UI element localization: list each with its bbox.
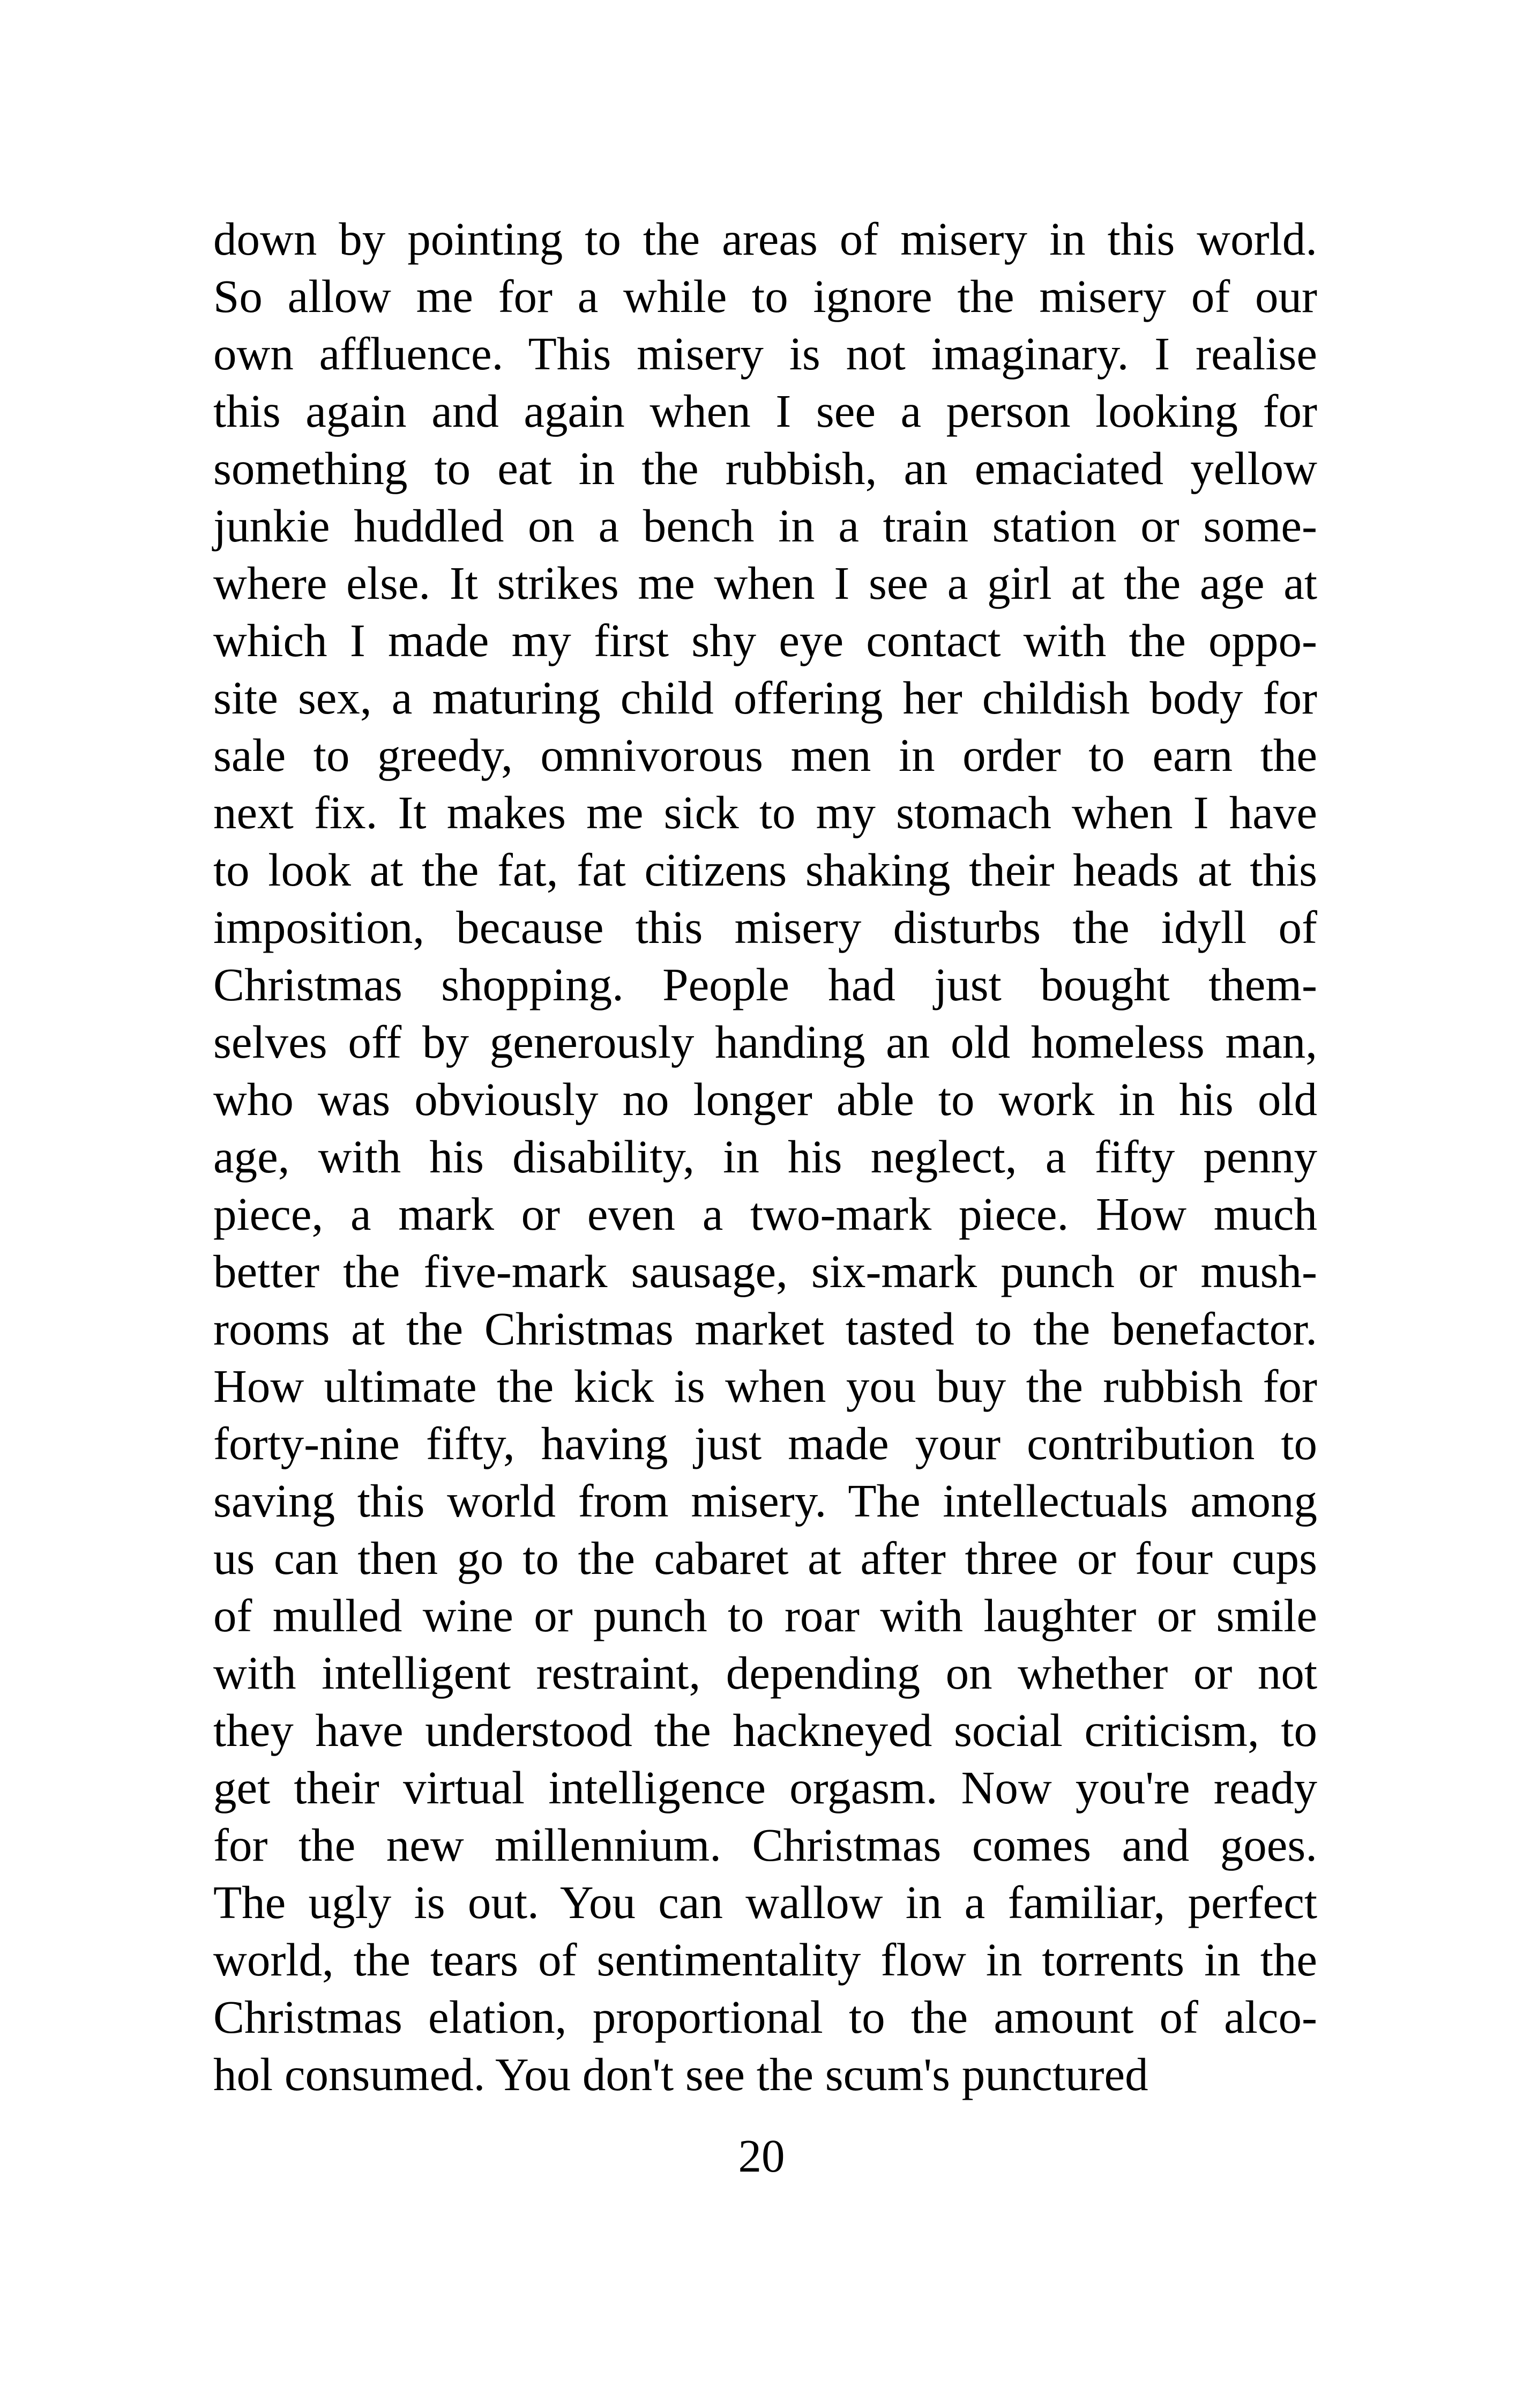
text-line: Christmas shopping. People had just bought them- — [213, 958, 1317, 1010]
text-line: get their virtual intelligence orgasm. Now you're ready — [213, 1762, 1317, 1814]
text-line: with intelligent restraint, depending on whether or not — [213, 1647, 1317, 1699]
text-line: next fix. It makes me sick to my stomach when I have — [213, 786, 1317, 838]
text-line: saving this world from misery. The intellectuals among — [213, 1475, 1317, 1527]
body-text — [213, 210, 1317, 2103]
text-line: How ultimate the kick is when you buy the rubbish for — [213, 1360, 1317, 1412]
text-line: for the new millennium. Christmas comes and goes. — [213, 1819, 1317, 1871]
text-line: of mulled wine or punch to roar with laughter or smile — [213, 1589, 1317, 1641]
text-line: rooms at the Christmas market tasted to the benefactor. — [213, 1303, 1317, 1355]
text-line: they have understood the hackneyed social criticism, to — [213, 1704, 1317, 1756]
text-line: forty-nine fifty, having just made your contribution to — [213, 1417, 1317, 1469]
text-line: selves off by generously handing an old homeless man, — [213, 1016, 1317, 1068]
text-line: Christmas elation, proportional to the amount of alco- — [213, 1991, 1317, 2043]
text-line: age, with his disability, in his neglect, a fifty penny — [213, 1131, 1317, 1183]
text-line: something to eat in the rubbish, an emaciated yellow — [213, 442, 1317, 494]
text-line: to look at the fat, fat citizens shaking their heads at this — [213, 844, 1317, 896]
text-line: So allow me for a while to ignore the misery of our — [213, 270, 1317, 322]
text-line: junkie huddled on a bench in a train station or some- — [213, 500, 1317, 552]
text-line: hol consumed. You don't see the scum's punctured — [213, 2048, 1148, 2100]
text-line: piece, a mark or even a two-mark piece. How much — [213, 1188, 1317, 1240]
text-line: who was obviously no longer able to work in his old — [213, 1073, 1317, 1125]
text-line: site sex, a maturing child offering her childish body for — [213, 672, 1317, 724]
page-number: 20 — [738, 2130, 785, 2182]
text-line: down by pointing to the areas of misery in this world. — [213, 213, 1317, 265]
text-line: imposition, because this misery disturbs the idyll of — [213, 901, 1317, 953]
text-line: sale to greedy, omnivorous men in order to earn the — [213, 729, 1317, 781]
text-line: us can then go to the cabaret at after three or four cups — [213, 1532, 1317, 1584]
text-line: better the five-mark sausage, six-mark punch or mush- — [213, 1245, 1317, 1297]
text-line: where else. It strikes me when I see a girl at the age at — [213, 557, 1317, 609]
text-line: own affluence. This misery is not imaginary. I realise — [213, 328, 1317, 380]
text-line: which I made my first shy eye contact with the oppo- — [213, 614, 1317, 666]
text-line: world, the tears of sentimentality flow in torrents in the — [213, 1934, 1317, 1986]
text-line: this again and again when I see a person looking for — [213, 385, 1317, 437]
text-line: The ugly is out. You can wallow in a familiar, perfect — [213, 1876, 1317, 1928]
